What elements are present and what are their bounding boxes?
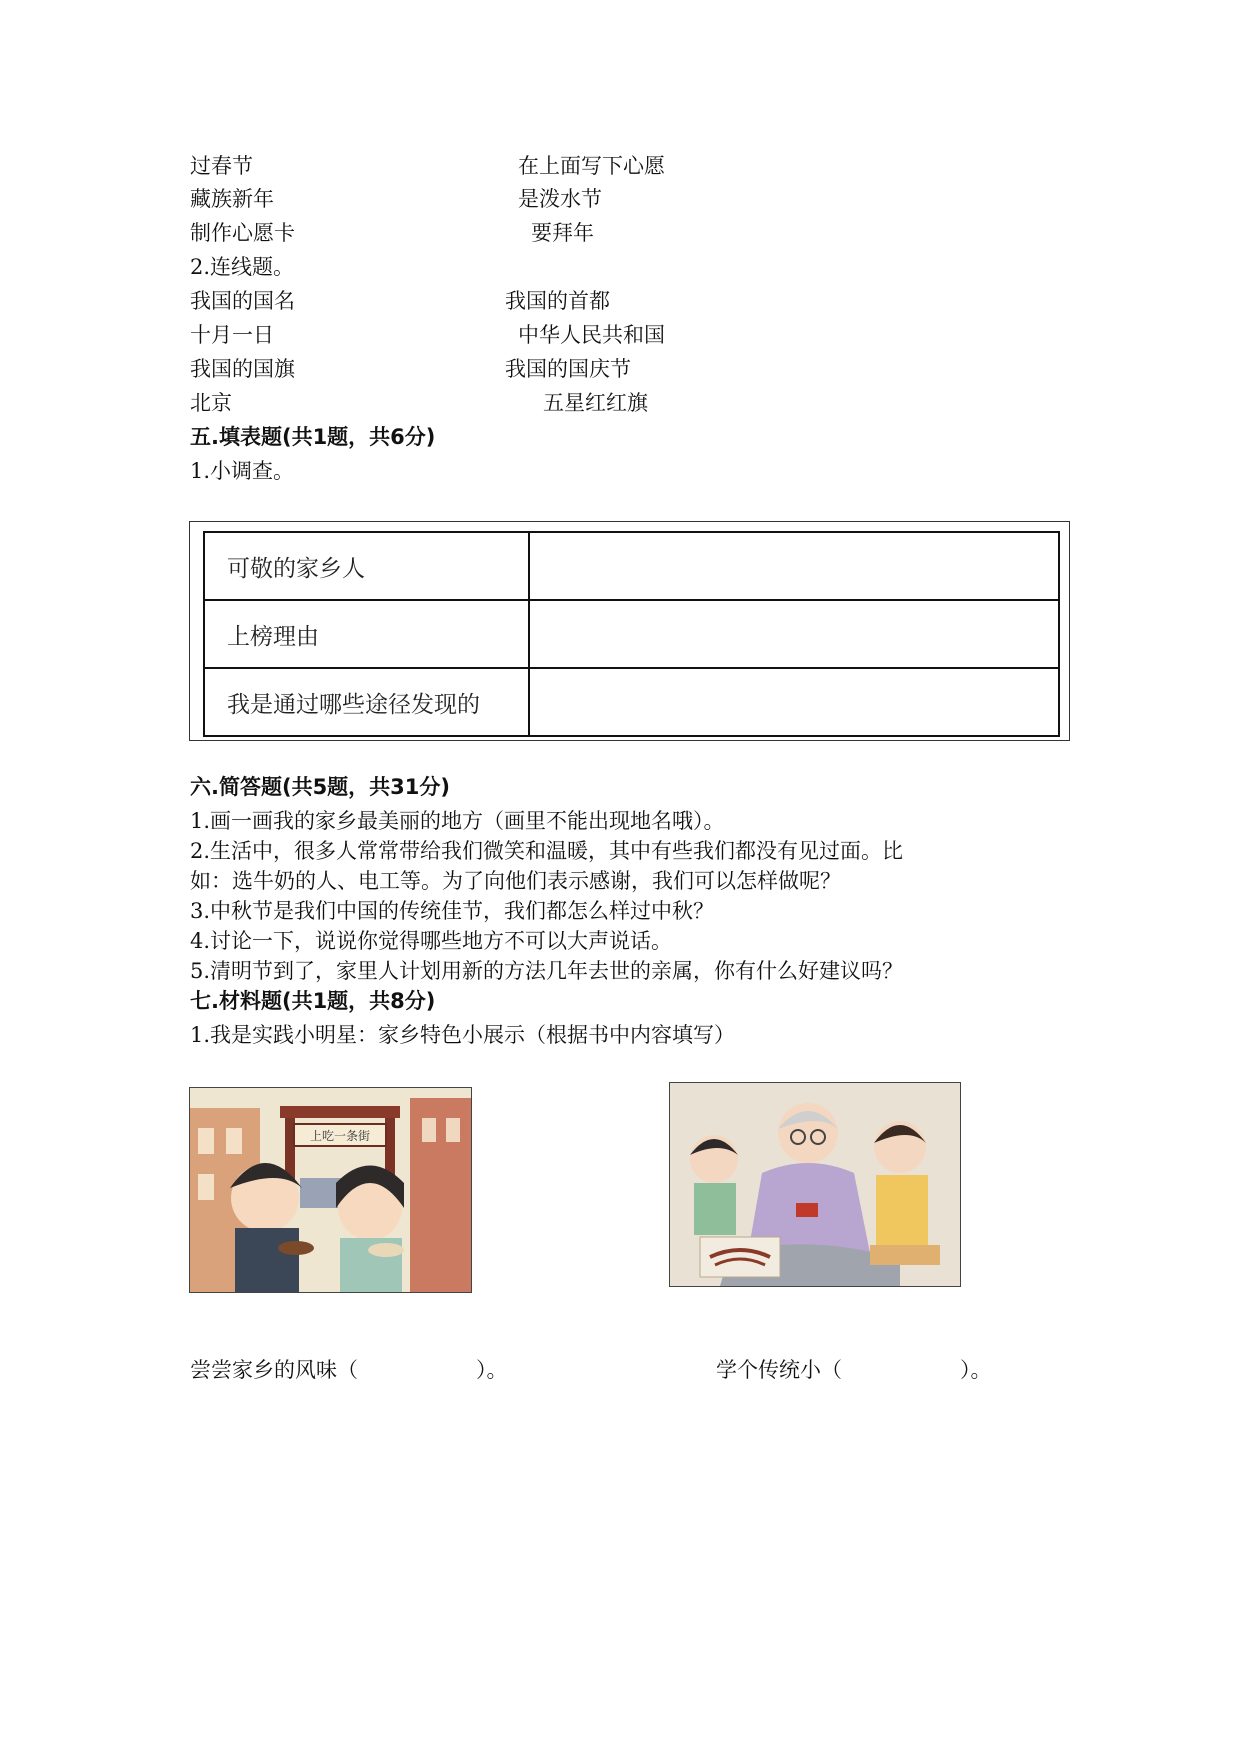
table-row-label: 我是通过哪些途径发现的 (204, 668, 529, 736)
table-row-label: 上榜理由 (204, 600, 529, 668)
section6-question-2-cont: 如：选牛奶的人、电工等。为了向他们表示感谢，我们可以怎样做呢？ (190, 869, 841, 893)
match1-right-1: 在上面写下心愿 (518, 154, 665, 178)
caption-traditional-craft-text: 学个传统小（ (716, 1358, 842, 1382)
paper-cutting-illustration (669, 1082, 961, 1287)
answer-cell[interactable] (529, 600, 1059, 668)
match2-title: 2.连线题。 (190, 255, 295, 279)
table-row-label: 可敬的家乡人 (204, 532, 529, 600)
section7-question-1: 1.我是实践小明星：家乡特色小展示（根据书中内容填写） (190, 1023, 736, 1047)
food-street-illustration (189, 1087, 472, 1293)
section7-heading: 七.材料题(共1题，共8分) (190, 989, 436, 1013)
match2-left-1: 我国的国名 (190, 289, 295, 313)
answer-cell[interactable] (529, 668, 1059, 736)
survey-table (203, 531, 1060, 737)
match2-right-3: 我国的国庆节 (505, 357, 631, 381)
match1-right-3: 要拜年 (531, 221, 594, 245)
match2-left-2: 十月一日 (190, 323, 274, 347)
caption-traditional-craft-end: ）。 (960, 1358, 992, 1382)
section6-heading: 六.简答题(共5题，共31分) (190, 775, 451, 799)
match2-left-3: 我国的国旗 (190, 357, 295, 381)
match1-right-2: 是泼水节 (518, 187, 602, 211)
match2-right-1: 我国的首都 (505, 289, 610, 313)
caption-local-flavor (190, 1355, 508, 1385)
section6-question-4: 4.讨论一下，说说你觉得哪些地方不可以大声说话。 (190, 929, 673, 953)
caption-traditional-craft (716, 1355, 992, 1385)
table-row (204, 600, 1059, 668)
section5-heading: 五.填表题(共1题，共6分) (190, 425, 436, 449)
match2-left-4: 北京 (190, 391, 232, 415)
section6-question-3: 3.中秋节是我们中国的传统佳节，我们都怎么样过中秋？ (190, 899, 715, 923)
match2-right-4: 五星红红旗 (543, 391, 648, 415)
answer-cell[interactable] (529, 532, 1059, 600)
section5-question-1: 1.小调查。 (190, 459, 295, 483)
match2-right-2: 中华人民共和国 (518, 323, 665, 347)
section6-question-5: 5.清明节到了，家里人计划用新的方法几年去世的亲属，你有什么好建议吗？ (190, 959, 904, 983)
caption-local-flavor-text: 尝尝家乡的风味（ (190, 1358, 358, 1382)
match1-left-1: 过春节 (190, 154, 253, 178)
section6-question-2: 2.生活中，很多人常常带给我们微笑和温暖，其中有些我们都没有见过面。比 (190, 839, 904, 863)
table-row (204, 668, 1059, 736)
section6-question-1: 1.画一画我的家乡最美丽的地方（画里不能出现地名哦）。 (190, 809, 725, 833)
match1-left-2: 藏族新年 (190, 187, 274, 211)
match1-left-3: 制作心愿卡 (190, 221, 295, 245)
caption-local-flavor-end: ）。 (476, 1358, 508, 1382)
food-street-sign-text: 上吃一条街 (309, 1129, 371, 1143)
table-row (204, 532, 1059, 600)
